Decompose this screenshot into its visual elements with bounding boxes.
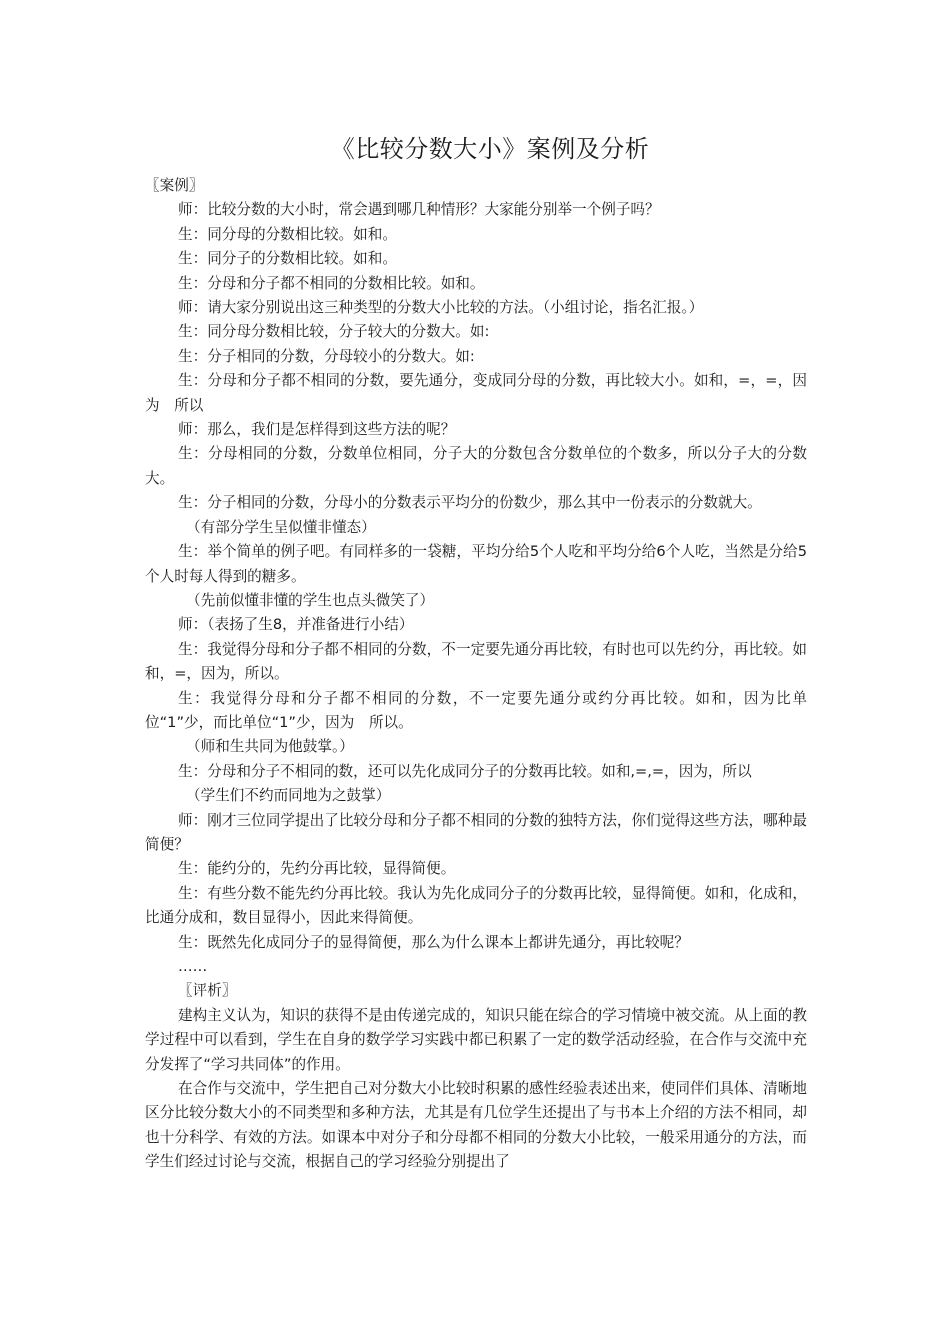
case-line: 生：既然先化成同分子的显得简便，那么为什么课本上都讲先通分，再比较呢？ — [178, 933, 689, 951]
case-line: 生：同分母的分数相比较。如和。 — [178, 225, 397, 243]
case-heading: 〖案例〗 — [145, 177, 204, 194]
case-note: （有部分学生呈似懂非懂态） — [186, 518, 376, 536]
case-line: 生：分母和分子都不相同的分数，要先通分，变成同分母的分数，再比较大小。如和，=，=，因为 所以 — [145, 372, 807, 414]
case-line: 生：我觉得分母和分子都不相同的分数，不一定要先通分再比较，有时也可以先约分，再比较。如和，=，因为，所以。 — [145, 640, 807, 683]
case-line: 生：同分母分数相比较，分子较大的分数大。如: — [178, 323, 490, 341]
case-line: 师：刚才三位同学提出了比较分母和分子都不相同的分数的独特方法，你们觉得这些方法，哪种最简便？ — [145, 811, 807, 853]
case-note: （学生们不约而同地为之鼓掌） — [186, 787, 391, 805]
case-line: 生：分母相同的分数，分数单位相同，分子大的分数包含分数单位的个数多，所以分子大的分数大。 — [145, 445, 807, 487]
case-line: 师：（表扬了生8，并准备进行小结） — [178, 616, 414, 634]
case-line: 生：能约分的，先约分再比较，显得简便。 — [178, 860, 456, 878]
analysis-paragraph: 在合作与交流中，学生把自己对分数大小比较时积累的感性经验表述出来，使同伴们具体、清晰地区分比较分数大小的不同类型和多种方法，尤其是有几位学生还提出了与书本上介绍的方法不相同，却也十分科学、有效的方法。如课本中对分子和分母都不相同的分数大小比较，一般采用通分的方法，而学生们经过讨论与交流，根据自己的学习经验分别提出了 — [145, 1080, 807, 1171]
case-line: 师：那么，我们是怎样得到这些方法的呢？ — [178, 421, 456, 439]
document-title: 《比较分数大小》案例及分析 — [330, 135, 650, 163]
case-line: 生：我觉得分母和分子都不相同的分数，不一定要先通分或约分再比较。如和，因为比单位“1”少，而比单位“1”少，因为 所以。 — [145, 689, 807, 731]
case-line: 生：有些分数不能先约分再比较。我认为先化成同分子的分数再比较，显得简便。如和，化成和，比通分成和，数目显得小，因此来得简便。 — [145, 884, 807, 927]
case-line: 生：举个简单的例子吧。有同样多的一袋糖，平均分给5个人吃和平均分给6个人吃，当然是分给5个人时每人得到的糖多。 — [145, 543, 807, 585]
case-note: （先前似懂非懂的学生也点头微笑了） — [186, 591, 435, 609]
case-line: 生：分母和分子不相同的数，还可以先化成同分子的分数再比较。如和,=,=，因为，所以 — [178, 762, 752, 780]
case-note: （师和生共同为他鼓掌。） — [186, 738, 354, 756]
case-line: 生：分子相同的分数，分母较小的分数大。如: — [178, 347, 475, 365]
analysis-paragraph: 建构主义认为，知识的获得不是由传递完成的，知识只能在综合的学习情境中被交流。从上面的教学过程中可以看到，学生在自身的数学学习实践中都已积累了一定的数学活动经验，在合作与交流中充分发挥了“学习共同体”的作用。 — [145, 1006, 807, 1073]
case-line: 生：分子相同的分数，分母小的分数表示平均分的份数少，那么其中一份表示的分数就大。 — [178, 494, 762, 512]
case-line: 生：分母和分子都不相同的分数相比较。如和。 — [178, 274, 485, 292]
case-line: 生：同分子的分数相比较。如和。 — [178, 250, 397, 268]
document-body — [145, 174, 807, 1175]
case-line: 师：比较分数的大小时，常会遇到哪几种情形？大家能分别举一个例子吗？ — [178, 201, 660, 219]
case-ellipsis: …… — [178, 958, 208, 975]
case-line: 师：请大家分别说出这三种类型的分数大小比较的方法。（小组讨论，指名汇报。） — [178, 299, 704, 317]
analysis-heading: 〖评析〗 — [178, 982, 237, 1000]
